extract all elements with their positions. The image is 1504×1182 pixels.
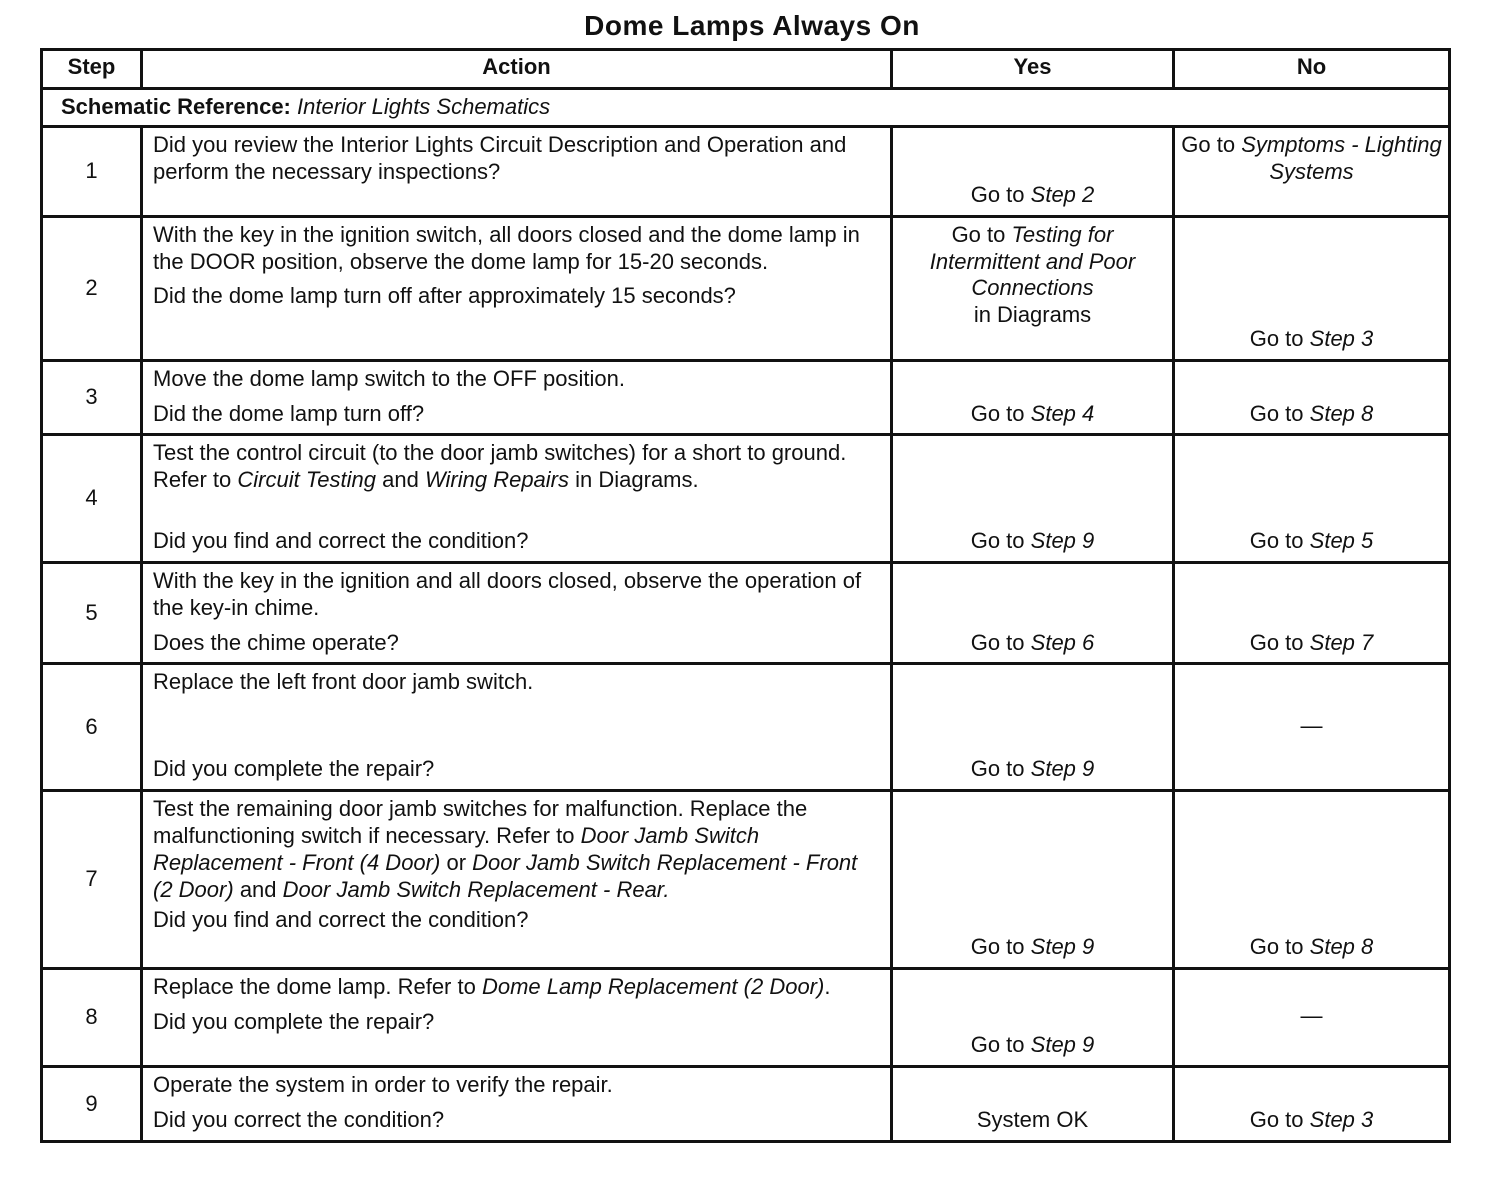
table-row: [42, 126, 1450, 216]
table-row: [42, 435, 1450, 562]
yes-link[interactable]: Step 2: [1030, 182, 1095, 207]
no-cell: [1174, 216, 1450, 360]
action-text: With the key in the ignition and all doors closed, observe the operation of the key-in chime.: [153, 567, 862, 620]
step-number: 1: [42, 126, 142, 216]
yes-link[interactable]: Step 9: [1030, 1032, 1095, 1058]
no-cell: [1174, 435, 1450, 562]
no-cell: [1174, 126, 1450, 216]
yes-cell: [892, 126, 1174, 216]
no-link[interactable]: Step 5: [1309, 528, 1374, 554]
action-text: [153, 440, 880, 494]
go-to-text: Go to: [970, 629, 1025, 655]
yes-cell: [892, 791, 1174, 969]
diagnostic-table: [40, 48, 1451, 1143]
schematic-label: Schematic Reference:: [61, 94, 291, 119]
action-text-part: Test the remaining door jamb switches for malfunction. Replace the malfunctioning switch if necessary. Refer to: [153, 796, 808, 848]
door-jamb-front-4-door-link[interactable]: Door Jamb Switch Replacement - Front (4 Door): [153, 822, 760, 875]
go-to-text: Go to: [1249, 1106, 1304, 1132]
no-link[interactable]: Step 8: [1309, 400, 1374, 426]
question-text: Did the dome lamp turn off after approximately 15 seconds?: [153, 283, 736, 309]
action-text: With the key in the ignition switch, all doors closed and the dome lamp in the DOOR position, observe the dome lamp for 15-20 seconds.: [153, 221, 860, 274]
go-to-text: Go to: [1249, 629, 1304, 655]
no-cell: [1174, 969, 1450, 1067]
no-cell: [1174, 664, 1450, 791]
action-text: Operate the system in order to verify the repair.: [153, 1072, 613, 1098]
go-to-text: Go to: [1181, 131, 1236, 157]
table-row: [42, 562, 1450, 663]
schematic-link[interactable]: Interior Lights Schematics: [297, 94, 551, 119]
action-text-part: in Diagrams.: [575, 467, 699, 493]
action-cell: [142, 1067, 892, 1142]
action-cell: [142, 435, 892, 562]
action-cell: [142, 126, 892, 216]
circuit-testing-link[interactable]: Circuit Testing: [237, 467, 376, 493]
action-text: [153, 796, 880, 903]
go-to-text: Go to: [970, 182, 1025, 207]
action-cell: [142, 562, 892, 663]
go-to-text: Go to: [1249, 326, 1304, 351]
dome-lamp-replacement-link[interactable]: Dome Lamp Replacement (2 Door): [481, 974, 825, 1000]
no-cell: [1174, 360, 1450, 435]
no-dash: —: [1300, 712, 1323, 738]
yes-cell: [892, 562, 1174, 663]
action-text-part: .: [824, 974, 831, 1000]
action-cell: [142, 360, 892, 435]
header-step: Step: [42, 50, 142, 89]
yes-cell: [892, 216, 1174, 360]
action-cell: [142, 216, 892, 360]
question-text: Did the dome lamp turn off?: [153, 400, 425, 426]
schematic-row: [42, 89, 1450, 127]
step-number: 4: [42, 435, 142, 562]
yes-link[interactable]: Step 4: [1030, 400, 1095, 426]
action-cell: [142, 664, 892, 791]
no-link[interactable]: Step 7: [1309, 629, 1374, 655]
go-to-text: Go to: [970, 1032, 1025, 1058]
action-text: Move the dome lamp switch to the OFF position.: [153, 365, 625, 391]
yes-cell: [892, 435, 1174, 562]
action-text-part: Replace the dome lamp. Refer to: [153, 974, 476, 1000]
action-text-part: and: [239, 876, 277, 902]
yes-cell: [892, 664, 1174, 791]
schematic-reference: [42, 89, 1450, 127]
no-dash: —: [1300, 1003, 1323, 1029]
header-yes: Yes: [892, 50, 1174, 89]
go-to-text: Go to: [970, 756, 1025, 782]
go-to-text: Go to: [1249, 528, 1304, 554]
yes-link[interactable]: Testing for Intermittent and Poor Connections: [929, 221, 1136, 301]
wiring-repairs-link[interactable]: Wiring Repairs: [424, 467, 570, 493]
step-number: 8: [42, 969, 142, 1067]
question-text: Did you complete the repair?: [153, 1008, 435, 1034]
question-text: Did you find and correct the condition?: [153, 907, 529, 933]
no-link[interactable]: Step 3: [1309, 326, 1374, 351]
action-cell: [142, 791, 892, 969]
yes-suffix: in Diagrams: [973, 302, 1092, 328]
action-text-part: or: [446, 849, 467, 875]
system-ok-text: System OK: [976, 1106, 1089, 1132]
go-to-text: Go to: [1249, 934, 1304, 960]
yes-link[interactable]: Step 9: [1030, 756, 1095, 782]
action-text: Did you review the Interior Lights Circuit Description and Operation and perform the necessary inspections?: [153, 131, 847, 184]
action-text: [153, 974, 880, 1001]
page-title: Dome Lamps Always On: [584, 10, 920, 41]
yes-link[interactable]: Step 6: [1030, 629, 1095, 655]
no-cell: [1174, 791, 1450, 969]
step-number: 7: [42, 791, 142, 969]
no-link[interactable]: Step 8: [1309, 934, 1374, 960]
step-number: 3: [42, 360, 142, 435]
question-text: Does the chime operate?: [153, 629, 399, 655]
yes-cell: [892, 969, 1174, 1067]
table-row: [42, 360, 1450, 435]
no-link[interactable]: Symptoms - Lighting Systems: [1241, 131, 1442, 184]
table-row: [42, 1067, 1450, 1142]
door-jamb-front-2-door-link[interactable]: Door Jamb Switch Replacement - Front (2 Door): [153, 849, 858, 902]
yes-cell: [892, 360, 1174, 435]
header-no: No: [1174, 50, 1450, 89]
question-text: Did you find and correct the condition?: [153, 528, 529, 554]
no-cell: [1174, 1067, 1450, 1142]
yes-link[interactable]: Step 9: [1030, 934, 1095, 960]
table-row: [42, 216, 1450, 360]
yes-cell: [892, 1067, 1174, 1142]
go-to-text: Go to: [970, 934, 1025, 960]
action-text: Replace the left front door jamb switch.: [153, 669, 534, 695]
door-jamb-rear-link[interactable]: Door Jamb Switch Replacement - Rear.: [282, 876, 670, 902]
no-cell: [1174, 562, 1450, 663]
table-row: [42, 969, 1450, 1067]
header-action: Action: [142, 50, 892, 89]
action-text-part: and: [382, 467, 419, 493]
go-to-text: Go to: [970, 400, 1025, 426]
step-number: 6: [42, 664, 142, 791]
go-to-text: Go to: [970, 528, 1025, 554]
step-number: 5: [42, 562, 142, 663]
question-text: Did you correct the condition?: [153, 1106, 445, 1132]
action-cell: [142, 969, 892, 1067]
table-row: [42, 791, 1450, 969]
step-number: 2: [42, 216, 142, 360]
go-to-text: Go to: [1249, 400, 1304, 426]
question-text: Did you complete the repair?: [153, 756, 435, 782]
step-number: 9: [42, 1067, 142, 1142]
action-text-part: Test the control circuit (to the door jamb switches) for a short to ground. Refer to: [153, 440, 847, 493]
yes-link[interactable]: Step 9: [1030, 528, 1095, 554]
header-row: [42, 50, 1450, 89]
go-to-text: Go to: [951, 221, 1006, 247]
table-row: [42, 664, 1450, 791]
no-link[interactable]: Step 3: [1309, 1106, 1374, 1132]
